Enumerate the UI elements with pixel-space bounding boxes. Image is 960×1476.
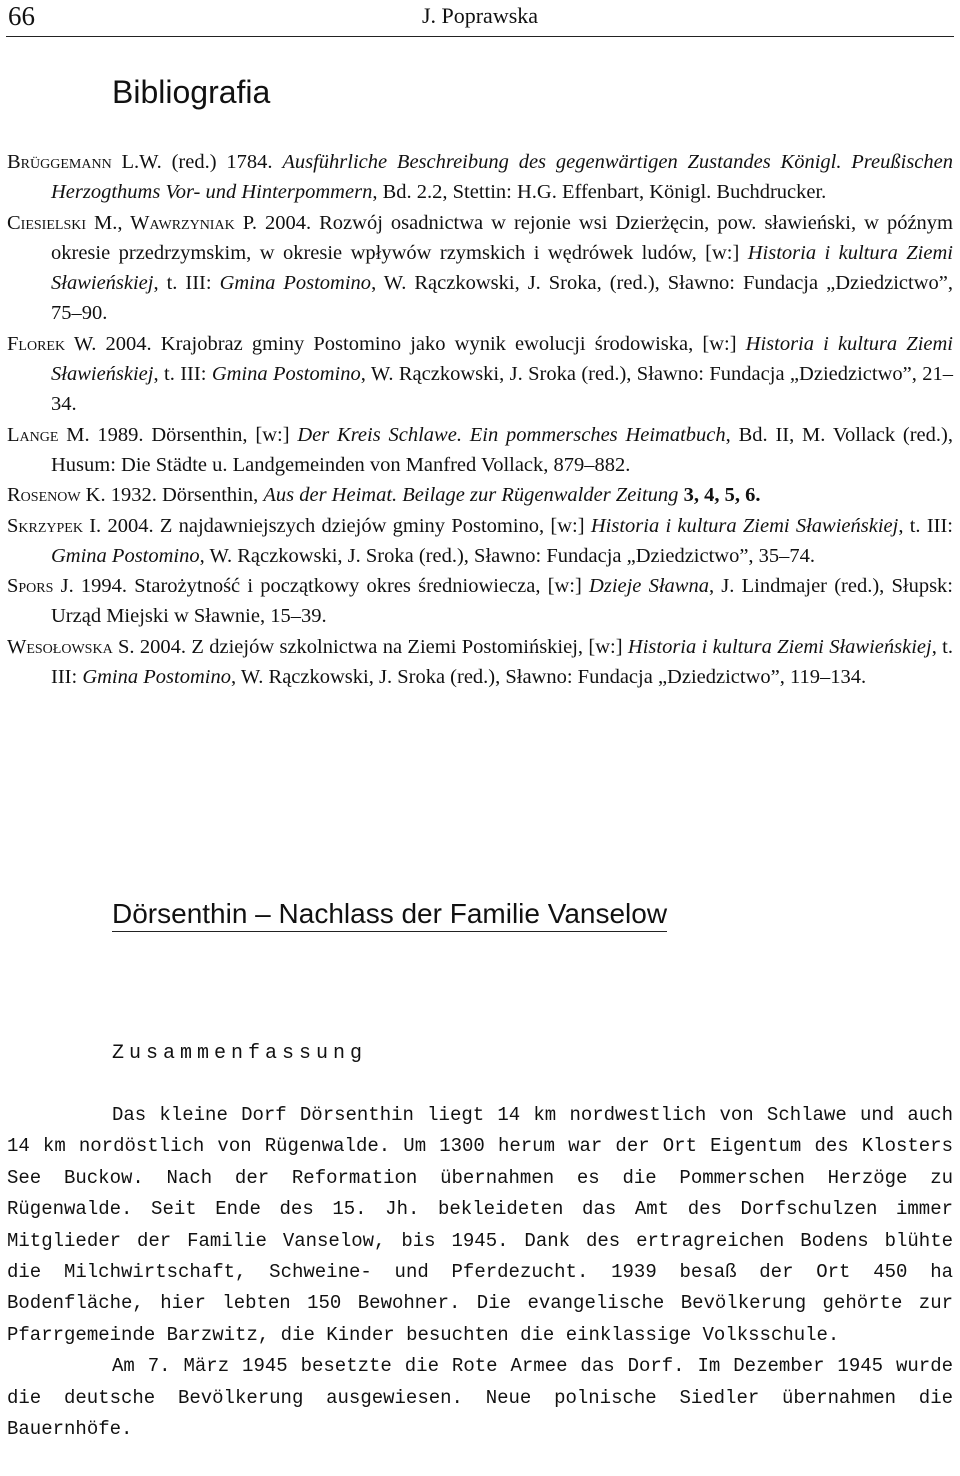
page-number: 66	[8, 1, 35, 31]
bib-title: Dzieje Sławna	[589, 575, 709, 598]
running-head: J. Poprawska	[421, 3, 539, 28]
bib-entry: Florek W. 2004. Krajobraz gminy Postomino jako wynik ewolucji środowiska, [w:] Historia i kultura Ziemi Sławieńskiej, t. III: Gmina Postomino, W. Rączkowski, J. Sroka (red.), Sławno: Fundacja „Dziedzictwo”, 21–34.	[7, 332, 954, 416]
summary-body	[7, 1100, 953, 1445]
bib-author: Rosenow K.	[7, 484, 106, 507]
page-header	[6, 0, 954, 37]
bib-author: Wesołowska S.	[7, 635, 135, 658]
bib-entry: Ciesielski M., Wawrzyniak P. 2004. Rozwój osadnictwa w rejonie wsi Dzierżęcin, pow. sławieński, w późnym okresie przedrzymskim, w okresie wpływów rzymskich i wędrówek ludów, [w:] Historia i kultura Ziemi Sławieńskiej, t. III: Gmina Postomino, W. Rączkowski, J. Sroka, (red.), Sławno: Fundacja „Dziedzictwo”, 75–90.	[7, 211, 954, 325]
bib-entry: Wesołowska S. 2004. Z dziejów szkolnictwa na Ziemi Postomińskiej, [w:] Historia i kultura Ziemi Sławieńskiej, t. III: Gmina Postomino, W. Rączkowski, J. Sroka (red.), Sławno: Fundacja „Dziedzictwo”, 119–134.	[7, 635, 953, 689]
bib-volume-title: Gmina Postomino	[51, 544, 200, 567]
bib-title: Der Kreis Schlawe. Ein pommersches Heimatbuch	[297, 423, 726, 446]
bib-title: Historia i kultura Ziemi Sławieńskiej	[627, 635, 932, 658]
summary-paragraph: Am 7. März 1945 besetzte die Rote Armee das Dorf. Im Dezember 1945 wurde die deutsche Bevölkerung ausgewiesen. Neue polnische Siedler übernahmen die Bauernhöfe.	[7, 1355, 953, 1441]
bib-volume-title: Gmina Postomino	[82, 666, 231, 689]
bib-entry: Spors J. 1994. Starożytność i początkowy okres średniowiecza, [w:] Dzieje Sławna, J. Lindmajer (red.), Słupsk: Urząd Miejski w Sławnie, 15–39.	[7, 575, 953, 628]
bib-entry: Rosenow K. 1932. Dörsenthin, Aus der Heimat. Beilage zur Rügenwalder Zeitung 3, 4, 5, 6.	[7, 484, 761, 507]
bib-author: Brüggemann L.W.	[7, 151, 162, 173]
bib-title: Aus der Heimat. Beilage zur Rügenwalder Zeitung	[263, 484, 679, 507]
bib-volume-title: Gmina Postomino	[211, 363, 361, 386]
bib-volume-title: Gmina Postomino	[219, 272, 372, 295]
bib-entry: Brüggemann L.W. (red.) 1784. Ausführliche Beschreibung des gegenwärtigen Zustandes Königl. Preußischen Herzogthums Vor- und Hinterpommern, Bd. 2.2, Stettin: H.G. Effenbart, Königl. Buchdrucker.	[7, 151, 953, 204]
bib-author: Spors J.	[7, 575, 74, 598]
summary-paragraph: Das kleine Dorf Dörsenthin liegt 14 km nordwestlich von Schlawe und auch 14 km nordöstlich von Rügenwalde. Um 1300 herum war der Ort Eigentum des Klosters See Buckow. Nach der Reformation übernahmen es die Pommerschen Herzöge zu Rügenwalde. Seit Ende des 15. Jh. bekleideten das Amt des Dorfschulzen immer Mitglieder der Familie Vanselow, bis 1945. Dank des ertragreichen Bodens blühte die Milchwirtschaft, Schweine- und Pferdezucht. 1939 besaß der Ort 450 ha Bodenfläche, hier lebten 150 Bewohner. Die evangelische Bevölkerung gehörte zur Pfarrgemeinde Barzwitz, die Kinder besuchten die einklassige Volksschule.	[7, 1104, 953, 1346]
bib-title: Historia i kultura Ziemi Sławieńskiej	[51, 332, 953, 386]
bib-author: Lange M.	[7, 423, 90, 446]
summary-title: Dörsenthin – Nachlass der Familie Vanselow	[112, 896, 832, 932]
bib-author: Ciesielski M., Wawrzyniak P.	[7, 211, 257, 234]
summary-subheading: Zusammenfassung	[112, 1042, 368, 1065]
bib-title: Historia i kultura Ziemi Sławieńskiej	[590, 514, 899, 537]
bib-title: Ausführliche Beschreibung des gegenwärtigen Zustandes Königl. Preußischen Herzogthums Vor- und Hinterpommern	[51, 151, 953, 204]
bib-title: Historia i kultura Ziemi Sławieńskiej	[51, 241, 953, 295]
bib-entry: Skrzypek I. 2004. Z najdawniejszych dziejów gminy Postomino, [w:] Historia i kultura Ziemi Sławieńskiej, t. III: Gmina Postomino, W. Rączkowski, J. Sroka (red.), Sławno: Fundacja „Dziedzictwo”, 35–74.	[7, 514, 953, 567]
bib-entry: Lange M. 1989. Dörsenthin, [w:] Der Kreis Schlawe. Ein pommersches Heimatbuch, Bd. II, M. Vollack (red.), Husum: Die Städte u. Landgemeinden von Manfred Vollack, 879–882.	[7, 423, 953, 476]
bib-author: Skrzypek I.	[7, 514, 102, 537]
bibliography-list	[7, 147, 953, 692]
bib-author: Florek W.	[7, 332, 97, 355]
bibliography-title: Bibliografia	[112, 74, 271, 110]
